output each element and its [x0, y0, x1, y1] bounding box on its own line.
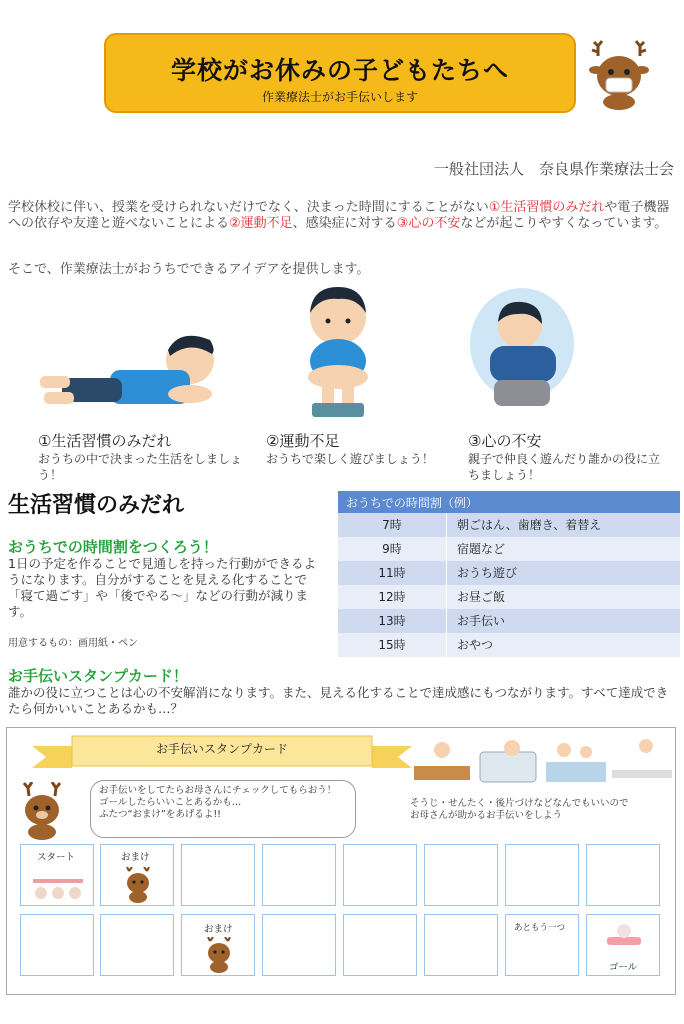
stamp-cell[interactable] [100, 914, 174, 976]
table-row [338, 609, 680, 633]
problem-caption [266, 430, 471, 467]
time-cell: 13時 [338, 609, 447, 633]
deer-mascot-icon [121, 867, 155, 903]
bonus-label: おまけ [121, 852, 150, 863]
time-cell: 9時 [338, 537, 447, 561]
problem-title: ③心の不安 [468, 432, 542, 450]
table-row [338, 513, 680, 537]
goal-tape-icon [605, 921, 643, 951]
bonus-label: おまけ [204, 924, 233, 935]
sad-boy-illustration [468, 284, 576, 414]
intro-highlight: ②運動不足 [229, 216, 293, 231]
section-title: 生活習慣のみだれ [8, 493, 185, 518]
timetable-heading: おうちでの時間割をつくろう！ [8, 538, 218, 556]
timetable-header: おうちでの時間割（例） [338, 491, 680, 513]
time-cell: 12時 [338, 585, 447, 609]
ribbon-title: お手伝いスタンプカード [156, 742, 288, 756]
page-subtitle: 作業療法士がお手伝いします [261, 90, 418, 104]
stamp-cell[interactable] [262, 914, 336, 976]
deer-mascot-illustration [16, 782, 68, 840]
deer-mascot-mask-illustration [584, 40, 654, 110]
activity-cell: お手伝い [457, 614, 506, 628]
table-row [338, 585, 680, 609]
stamp-cell[interactable] [505, 844, 579, 906]
problem-description: おうちで楽しく遊びましょう！ [266, 452, 434, 466]
table-row [338, 561, 680, 585]
stamp-cell[interactable] [586, 844, 660, 906]
intro-text: などが起こりやすくなっています。 [460, 216, 668, 231]
intro-highlight: ①生活習慣のみだれ [488, 200, 605, 215]
page-title: 学校がお休みの子どもたちへ [170, 56, 509, 85]
chores-line: そうじ・せんたく・後片づけなどなんでもいいので [410, 798, 629, 809]
stamp-cell[interactable] [20, 914, 94, 976]
bubble-line: ゴールしたらいいことあるかも… [99, 797, 242, 808]
start-label: スタート [37, 852, 76, 863]
time-cell: 7時 [338, 513, 447, 537]
organization-name: 一般社団法人 奈良県作業療法士会 [433, 160, 674, 178]
activity-cell: 朝ごはん、歯磨き、着替え [457, 518, 602, 532]
problem-description: 親子で仲良く遊んだり誰かの役に立ちましょう！ [468, 452, 661, 482]
problem-caption [468, 430, 664, 483]
stamp-cell-bonus[interactable] [181, 914, 255, 976]
stamp-cell-one-more[interactable] [505, 914, 579, 976]
time-cell: 11時 [338, 561, 447, 585]
table-row [338, 633, 680, 657]
intro-line: そこで、作業療法士がおうちでできるアイデアを提供します。 [8, 262, 370, 277]
stamp-cell[interactable] [424, 914, 498, 976]
intro-text: や電子機器への依存や友達と遊べないことによる [8, 200, 670, 231]
stamp-cell[interactable] [424, 844, 498, 906]
activity-cell: おやつ [457, 638, 494, 652]
intro-text: 学校休校に伴い、授業を受けられないだけでなく、決まった時間にすることがない [8, 200, 489, 215]
title-banner [104, 33, 576, 113]
table-row [338, 537, 680, 561]
lying-boy-illustration [40, 320, 220, 420]
chores-note [410, 798, 629, 822]
activity-cell: お昼ご飯 [457, 590, 506, 604]
stamp-cell[interactable] [343, 914, 417, 976]
start-flag-icon [31, 869, 85, 903]
intro-highlight: ③心の不安 [396, 216, 461, 231]
timetable [338, 491, 680, 657]
activity-cell: 宿題など [457, 542, 506, 556]
intro-paragraph [8, 200, 676, 232]
bubble-line: お手伝いをしてたらお母さんにチェックしてもらおう！ [99, 785, 337, 796]
stamp-cell[interactable] [181, 844, 255, 906]
problem-title: ①生活習慣のみだれ [38, 432, 172, 450]
timetable-description: 1日の予定を作ることで見通しを持った行動ができるようになります。自分がすることを見える化することで「寝て過ごす」や「後でやる〜」などの行動が減ります。 [8, 556, 316, 619]
goal-label: ゴール [609, 962, 638, 973]
problem-description: おうちの中で決まった生活をしましょう！ [38, 452, 243, 482]
time-cell: 15時 [338, 633, 447, 657]
intro-text: 、感染症に対する [292, 216, 397, 231]
materials-note: 用意するもの：画用紙・ペン [8, 638, 138, 649]
speech-bubble [90, 780, 356, 838]
problem-title: ②運動不足 [266, 432, 340, 450]
bubble-line: ふたつ“おまけ”をあげるよ!! [99, 809, 221, 820]
stamp-cell[interactable] [343, 844, 417, 906]
problem-caption [38, 430, 253, 483]
stamp-cell-bonus[interactable] [100, 844, 174, 906]
stamp-cell-goal[interactable] [586, 914, 660, 976]
stamp-card-description: 誰かの役に立つことは心の不安解消になります。また、見える化することで達成感にもつながります。すべて達成できたら何かいいことあるかも…？ [8, 685, 669, 716]
one-more-label: あともう一つ [514, 923, 566, 933]
stamp-cell-start[interactable] [20, 844, 94, 906]
boy-on-scale-illustration [296, 283, 380, 421]
activity-cell: おうち遊び [457, 566, 518, 580]
stamp-cell[interactable] [262, 844, 336, 906]
deer-mascot-icon [202, 937, 236, 973]
stamp-card-heading: お手伝いスタンプカード！ [8, 667, 188, 685]
chores-line: お母さんが助かるお手伝いをしよう [410, 810, 563, 821]
chores-illustration [412, 736, 674, 792]
